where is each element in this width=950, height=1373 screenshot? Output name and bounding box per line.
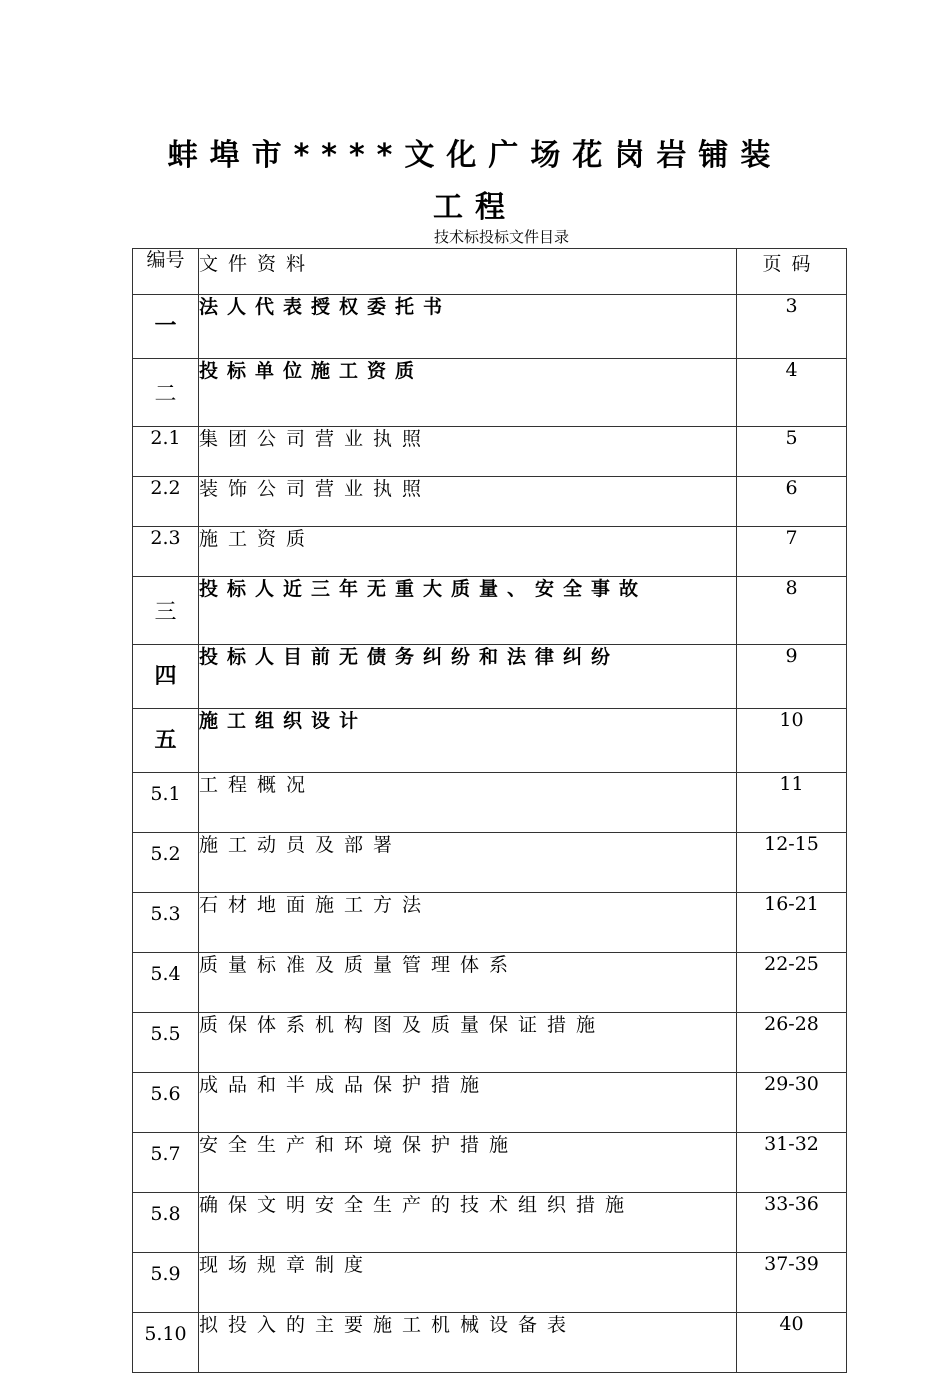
row-page: 29-30 xyxy=(737,1073,847,1133)
row-title: 施工动员及部署 xyxy=(199,833,737,893)
row-number: 5.10 xyxy=(133,1313,199,1373)
row-page: 40 xyxy=(737,1313,847,1373)
row-page: 3 xyxy=(737,295,847,359)
table-row xyxy=(133,833,847,893)
row-title: 施工资质 xyxy=(199,527,737,577)
row-number: 5.4 xyxy=(133,953,199,1013)
row-number: 2.3 xyxy=(133,527,199,577)
row-number: 二 xyxy=(133,359,199,427)
row-title: 质保体系机构图及质量保证措施 xyxy=(199,1013,737,1073)
toc-table xyxy=(132,248,847,1373)
header-page: 页码 xyxy=(737,249,847,295)
row-title: 投标人近三年无重大质量、安全事故 xyxy=(199,577,737,645)
row-title: 投标人目前无债务纠纷和法律纠纷 xyxy=(199,645,737,709)
row-number: 四 xyxy=(133,645,199,709)
row-title: 确保文明安全生产的技术组织措施 xyxy=(199,1193,737,1253)
row-title: 安全生产和环境保护措施 xyxy=(199,1133,737,1193)
row-page: 16-21 xyxy=(737,893,847,953)
table-row xyxy=(133,645,847,709)
row-number: 5.9 xyxy=(133,1253,199,1313)
row-title: 拟投入的主要施工机械设备表 xyxy=(199,1313,737,1373)
row-title: 现场规章制度 xyxy=(199,1253,737,1313)
row-page: 6 xyxy=(737,477,847,527)
table-row xyxy=(133,527,847,577)
row-page: 5 xyxy=(737,427,847,477)
row-number: 五 xyxy=(133,709,199,773)
header-title: 文件资料 xyxy=(199,249,737,295)
row-number: 5.6 xyxy=(133,1073,199,1133)
toc-header-row xyxy=(133,249,847,295)
row-number: 5.2 xyxy=(133,833,199,893)
row-title: 法人代表授权委托书 xyxy=(199,295,737,359)
table-row xyxy=(133,893,847,953)
row-page: 9 xyxy=(737,645,847,709)
table-row xyxy=(133,1073,847,1133)
row-page: 4 xyxy=(737,359,847,427)
table-row xyxy=(133,359,847,427)
table-row xyxy=(133,1133,847,1193)
table-row xyxy=(133,427,847,477)
header-number: 编号 xyxy=(133,249,199,295)
table-row xyxy=(133,953,847,1013)
document-title-continued: 工程 xyxy=(433,190,517,225)
table-row xyxy=(133,773,847,833)
row-number: 5.7 xyxy=(133,1133,199,1193)
row-title: 成品和半成品保护措施 xyxy=(199,1073,737,1133)
row-page: 12-15 xyxy=(737,833,847,893)
table-row xyxy=(133,477,847,527)
row-number: 2.2 xyxy=(133,477,199,527)
row-number: 一 xyxy=(133,295,199,359)
row-title: 投标单位施工资质 xyxy=(199,359,737,427)
row-number: 5.1 xyxy=(133,773,199,833)
table-row xyxy=(133,1193,847,1253)
table-row xyxy=(133,709,847,773)
table-row xyxy=(133,1253,847,1313)
row-title: 工程概况 xyxy=(199,773,737,833)
row-number: 5.5 xyxy=(133,1013,199,1073)
row-page: 7 xyxy=(737,527,847,577)
table-row xyxy=(133,1013,847,1073)
row-title: 装饰公司营业执照 xyxy=(199,477,737,527)
row-title: 集团公司营业执照 xyxy=(199,427,737,477)
row-page: 26-28 xyxy=(737,1013,847,1073)
row-page: 8 xyxy=(737,577,847,645)
row-page: 33-36 xyxy=(737,1193,847,1253)
row-number: 5.8 xyxy=(133,1193,199,1253)
row-page: 22-25 xyxy=(737,953,847,1013)
row-title: 石材地面施工方法 xyxy=(199,893,737,953)
document-subtitle: 技术标投标文件目录 xyxy=(433,228,569,246)
row-number: 5.3 xyxy=(133,893,199,953)
row-title: 施工组织设计 xyxy=(199,709,737,773)
table-row xyxy=(133,1313,847,1373)
table-row xyxy=(133,577,847,645)
row-page: 37-39 xyxy=(737,1253,847,1313)
document-title: 蚌埠市****文化广场花岗岩铺装 xyxy=(167,138,783,173)
row-number: 2.1 xyxy=(133,427,199,477)
row-number: 三 xyxy=(133,577,199,645)
row-page: 10 xyxy=(737,709,847,773)
row-page: 31-32 xyxy=(737,1133,847,1193)
row-page: 11 xyxy=(737,773,847,833)
row-title: 质量标准及质量管理体系 xyxy=(199,953,737,1013)
table-row xyxy=(133,295,847,359)
